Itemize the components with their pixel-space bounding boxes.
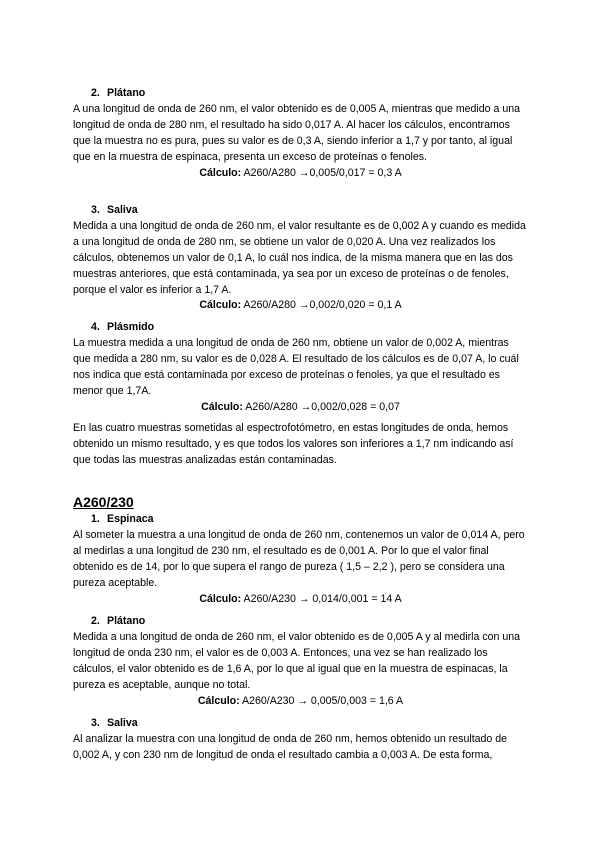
summary-section [73, 421, 528, 469]
calc-value: A260/A280 →0,002/0,028 = 0,07 [245, 400, 400, 413]
section-paragraph: A una longitud de onda de 260 nm, el valor obtenido es de 0,005 A, mientras que medido a una longitud de onda de 280 nm, el resultado ha sido 0,017 A. Al hacer los cálculos, encontramos que la muestra no es pura, pues su valor es de 0,3 A, siendo inferior a 1,7 y por tanto, al igual que en la muestra de espinaca, presenta un exceso de proteínas o fenoles. [73, 102, 521, 163]
section-number: 2. [91, 87, 100, 99]
section-title: Plátano [107, 615, 146, 627]
section-saliva-230 [73, 716, 528, 764]
section-platano-230 [73, 614, 528, 709]
section-number: 3. [91, 717, 100, 729]
calculation-line [73, 298, 528, 314]
section-title-a260-230: A260/230 [73, 494, 134, 510]
calc-label: Cálculo: [199, 592, 242, 605]
section-title: Plátano [107, 87, 146, 99]
section-paragraph: Al someter la muestra a una longitud de onda de 260 nm, contenemos un valor de 0,014 A, pero al medirlas a una longitud de 230 nm, el resultado es de 0,001 A. Por lo que el valor final obtenido es de 14, por lo que supera el rango de pureza ( 1,5 – 2,2 ), pero se considera una pureza aceptable. [73, 528, 525, 589]
calc-value: A260/A230 → 0,014/0,001 = 14 A [243, 592, 402, 605]
summary-paragraph: En las cuatro muestras sometidas al espectrofotómetro, en estas longitudes de onda, hemos obtenido un mismo resultado, y es que todos los valores son inferiores a 1,7 nm indicando así que todas las muestras analizadas están contaminadas. [73, 422, 514, 466]
calc-value: A260/A230 → 0,005/0,003 = 1,6 A [242, 694, 404, 707]
calculation-line [73, 400, 528, 416]
section-heading [91, 716, 528, 732]
section-title: Saliva [107, 717, 138, 729]
calc-label: Cálculo: [199, 166, 242, 179]
section-number: 1. [91, 513, 100, 525]
calculation-line [73, 592, 528, 608]
calculation-line [73, 166, 528, 182]
section-heading [91, 512, 528, 528]
calc-value: A260/A280 →0,005/0,017 = 0,3 A [243, 166, 402, 179]
section-heading [91, 203, 528, 219]
section-title: Saliva [107, 204, 138, 216]
section-plasmido-280 [73, 320, 528, 415]
section-saliva-280 [73, 203, 528, 314]
section-heading [91, 614, 528, 630]
section-paragraph: Medida a una longitud de onda de 260 nm, el valor obtenido es de 0,005 A y al medirla con una longitud de onda 230 nm, el valor es de 0,003 A. Entonces, una vez se han realizado los cálculos, el valor obtenido es de 1,6 A, por lo que al igual que en la muestra de espinacas, la pureza es aceptable, aunque no total. [73, 630, 521, 691]
calc-label: Cálculo: [199, 299, 242, 312]
section-number: 4. [91, 321, 100, 333]
section-number: 2. [91, 615, 100, 627]
section-title: Plásmido [107, 321, 155, 333]
section-title: Espinaca [107, 513, 154, 525]
section-heading [91, 320, 528, 336]
calculation-line [73, 694, 528, 710]
section-number: 3. [91, 204, 100, 216]
section-paragraph: Medida a una longitud de onda de 260 nm, el valor resultante es de 0,002 A y cuando es medida a una longitud de onda de 280 nm, se obtiene un valor de 0,020 A. Una vez realizados los cálculos, obtenemos un valor de 0,1 A, lo cuál nos indica, de la misma manera que en las dos muestras anteriores, que está contaminada, ya sea por un exceso de proteínas o de fenoles, porque el valor es inferior a 1,7 A. [73, 219, 526, 296]
section-espinaca-230 [73, 512, 528, 607]
calc-label: Cálculo: [201, 400, 243, 413]
section-paragraph: Al analizar la muestra con una longitud de onda de 260 nm, hemos obtenido un resultado de 0,002 A, y con 230 nm de longitud de onda el resultado cambia a 0,003 A. De esta forma, [73, 732, 508, 761]
section-paragraph: La muestra medida a una longitud de onda de 260 nm, obtiene un valor de 0,002 A, mientras que medida a 280 nm, su valor es de 0,028 A. El resultado de los cálculos es de 0,07 A, lo cuál nos indica que está contaminada por exceso de proteínas o fenoles, ya que el resultado es menor que 1,7A. [73, 336, 519, 397]
section-heading [91, 86, 528, 102]
calc-value: A260/A280 →0,002/0,020 = 0,1 A [243, 299, 402, 312]
calc-label: Cálculo: [197, 694, 240, 707]
section-platano-280 [73, 86, 528, 181]
